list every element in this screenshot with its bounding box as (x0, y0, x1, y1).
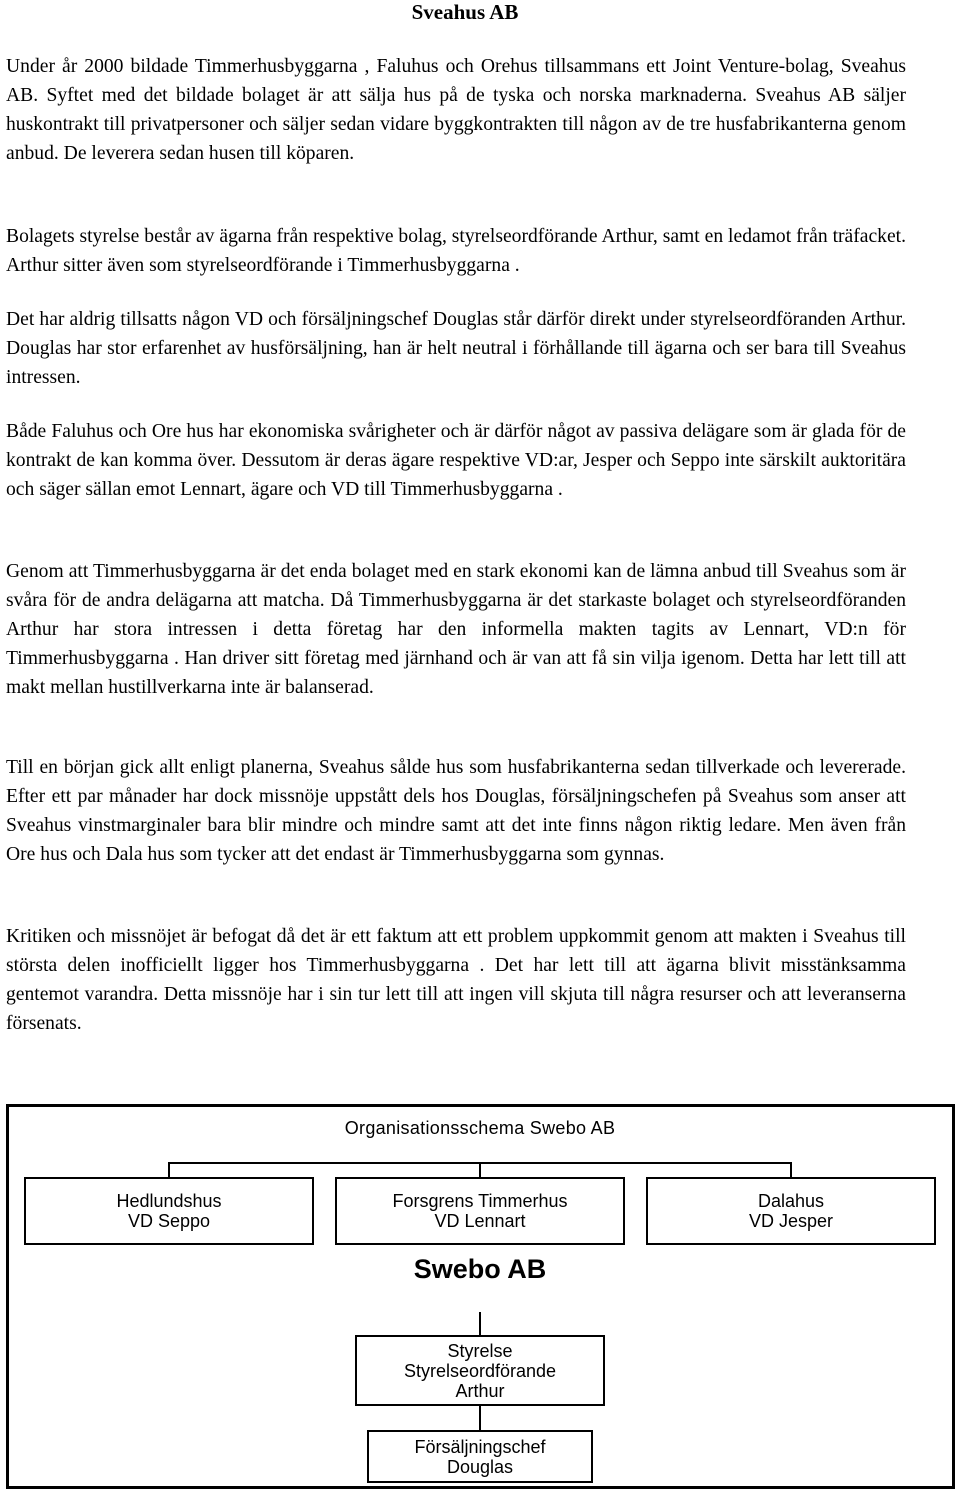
board-box (355, 1335, 605, 1406)
board-chair-title: Styrelseordförande (403, 1360, 557, 1381)
company-name: Swebo AB (413, 1254, 547, 1284)
paragraph-owners: Både Faluhus och Ore hus har ekonomiska svårigheter och är därför något av passiva delägare som är glada för de kontrakt de kan komma över. Dessutom är deras ägare respektive VD:ar, Jesper och Seppo inte särskilt auktoritära och säger sällan emot Lennart, ägare och VD till Timmerhusbyggarna . (6, 421, 906, 500)
owner-box-forsgrens (335, 1177, 625, 1245)
sales-chief-name: Douglas (446, 1456, 514, 1477)
paragraph-discontent: Till en början gick allt enligt planerna, Sveahus sålde hus som husfabrikanterna sedan tillverkade och levererade. Efter ett par månader har dock missnöje uppstått dels hos Douglas, försäljningschefen på Sveahus som anser att Sveahus vinstmarginaler bara blir mindre och mindre samt att det inte finns någon riktig ledare. Men även från Ore hus och Dala hus som tycker att det endast är Timmerhusbyggarna som gynnas. (6, 757, 906, 865)
paragraph-intro: Under år 2000 bildade Timmerhusbyggarna , Faluhus och Orehus tillsammans ett Joint Venture-bolag, Sveahus AB. Syftet med det bildade bolaget är att sälja hus på de tyska och norska marknaderna. Sveahus AB säljer huskontrakt till privatpersoner och säljer sedan vidare byggkontrakten till någon av de tre husfabrikanterna genom anbud. De leverera sedan husen till köparen. (6, 56, 906, 164)
owner-ceo-name: VD Seppo (127, 1211, 211, 1231)
owner-ceo-name: VD Jesper (748, 1211, 834, 1231)
document-title: Sveahus AB (411, 0, 519, 24)
connector-company-board (479, 1312, 481, 1336)
sales-chief-title: Försäljningschef (414, 1436, 546, 1457)
paragraph-power: Genom att Timmerhusbyggarna är det enda bolaget med en stark ekonomi kan de lämna anbud till Sveahus som är svåra för de andra delägarna att matcha. Då Timmerhusbyggarna är det starkaste bolaget och styrelseordföranden Arthur har stora intressen i detta företag har den informella makten tagits av Lennart, VD:n för Timmerhusbyggarna . Han driver sitt företag med järnhand och är van att få sin vilja igenom. Detta har lett till att makt mellan hustillverkarna inte är balanserad. (6, 561, 906, 698)
paragraph-criticism: Kritiken och missnöjet är befogat då det är ett faktum att ett problem uppkommit genom att makten i Sveahus till största delen inofficiellt ligger hos Timmerhusbyggarna . Det har lett till att ägarna blivit misstänksamma gentemot varandra. Detta missnöje har i sin tur lett till att ingen vill skjuta till några resurser och att leveranserna försenats. (6, 926, 906, 1034)
paragraph-board: Bolagets styrelse består av ägarna från respektive bolag, styrelseordförande Arthur, samt en ledamot från träfacket. Arthur sitter även som styrelseordförande i Timmerhusbyggarna . (6, 226, 906, 276)
owner-box-dalahus (646, 1177, 936, 1245)
org-chart-heading: Organisationsschema Swebo AB (344, 1118, 616, 1138)
owner-company-name: Dalahus (757, 1191, 825, 1211)
owner-company-name: Forsgrens Timmerhus (392, 1191, 568, 1211)
connector-board-sales (479, 1405, 481, 1431)
board-label: Styrelse (447, 1340, 513, 1361)
owner-ceo-name: VD Lennart (434, 1211, 526, 1231)
owner-box-hedlundshus (24, 1177, 314, 1245)
paragraph-sales-chief: Det har aldrig tillsatts någon VD och försäljningschef Douglas står därför direkt under styrelseordföranden Arthur. Douglas har stor erfarenhet av husförsäljning, han är helt neutral i förhållande till ägarna och ser bara till Sveahus intressen. (6, 309, 906, 388)
board-chair-name: Arthur (455, 1380, 505, 1401)
owner-company-name: Hedlundshus (116, 1191, 222, 1211)
sales-chief-box (367, 1430, 593, 1483)
